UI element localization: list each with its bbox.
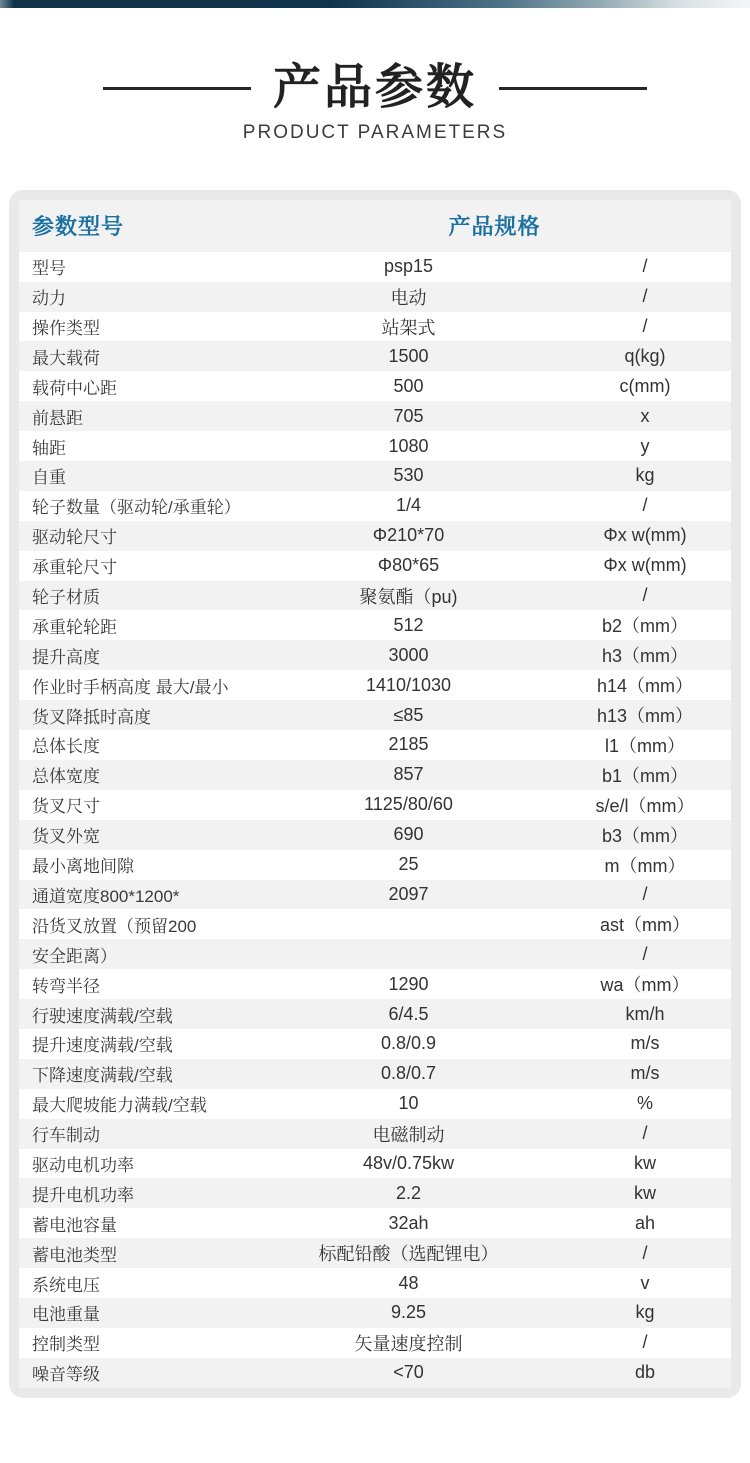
parameter-value: 3000 xyxy=(388,644,429,665)
parameter-unit: q(kg) xyxy=(624,345,666,366)
table-row xyxy=(19,939,731,969)
parameter-value: Φ80*65 xyxy=(377,555,440,576)
parameter-name: 承重轮尺寸 xyxy=(32,558,117,578)
parameter-unit: h3（mm） xyxy=(601,646,688,667)
parameter-name: 蓄电池容量 xyxy=(32,1215,117,1235)
parameter-name: 转弯半径 xyxy=(32,976,100,996)
parameter-value: 857 xyxy=(393,764,424,785)
table-row xyxy=(19,640,731,670)
parameter-value: 1125/80/60 xyxy=(364,794,453,815)
top-gradient-bar xyxy=(0,0,750,8)
parameter-unit: / xyxy=(642,1332,648,1353)
parameter-value: 690 xyxy=(393,824,424,845)
parameter-name: 下降速度满载/空载 xyxy=(32,1066,173,1086)
parameter-unit: kw xyxy=(634,1182,656,1203)
parameter-value: 电磁制动 xyxy=(372,1124,445,1145)
table-row xyxy=(19,282,731,312)
parameter-name: 控制类型 xyxy=(32,1335,100,1355)
parameter-unit: kg xyxy=(635,465,655,486)
parameter-value: 500 xyxy=(393,375,424,396)
parameter-unit: / xyxy=(642,1123,648,1144)
parameter-unit: y xyxy=(640,435,650,456)
table-row xyxy=(19,312,731,342)
parameter-unit: Φx w(mm) xyxy=(603,555,687,576)
parameter-unit: ast（mm） xyxy=(600,915,690,936)
table-row xyxy=(19,1119,731,1149)
parameter-unit: km/h xyxy=(625,1003,665,1024)
table-row xyxy=(19,1089,731,1119)
parameter-name: 提升速度满载/空载 xyxy=(32,1036,173,1056)
table-row xyxy=(19,909,731,939)
table-row xyxy=(19,1298,731,1328)
parameter-value: 1500 xyxy=(388,345,429,366)
parameter-name: 通道宽度800*1200* xyxy=(32,886,180,906)
parameter-name: 货叉尺寸 xyxy=(32,797,100,817)
parameter-unit: wa（mm） xyxy=(600,975,690,996)
table-row xyxy=(19,790,731,820)
table-row xyxy=(19,1358,731,1388)
table-header-row xyxy=(19,200,731,252)
parameter-name: 总体长度 xyxy=(32,737,100,757)
parameter-value: 2185 xyxy=(388,734,429,755)
parameter-name: 驱动轮尺寸 xyxy=(32,528,117,548)
parameter-name: 承重轮轮距 xyxy=(32,617,117,637)
table-row xyxy=(19,760,731,790)
parameter-unit: l1（mm） xyxy=(605,735,685,756)
parameter-unit: m（mm） xyxy=(604,855,686,876)
parameter-name: 轮子材质 xyxy=(32,588,100,608)
table-body xyxy=(19,252,731,1388)
parameter-unit: kg xyxy=(635,1302,655,1323)
parameter-value: 0.8/0.9 xyxy=(380,1033,437,1054)
table-row xyxy=(19,820,731,850)
parameter-value: 705 xyxy=(393,405,424,426)
parameter-unit: db xyxy=(634,1362,656,1383)
parameter-value: 530 xyxy=(393,465,424,486)
table-row xyxy=(19,1208,731,1238)
page-subtitle: PRODUCT PARAMETERS xyxy=(242,121,508,143)
parameter-name: 动力 xyxy=(32,289,66,309)
parameter-value: 1410/1030 xyxy=(365,674,452,695)
parameter-name: 驱动电机功率 xyxy=(32,1155,134,1175)
parameter-name: 最大载荷 xyxy=(32,348,100,368)
parameter-value: 1/4 xyxy=(395,495,422,516)
parameter-value: 6/4.5 xyxy=(388,1003,429,1024)
parameter-value: 2.2 xyxy=(395,1182,422,1203)
table-header-parameter-model: 参数型号 xyxy=(32,214,125,240)
parameter-name: 最大爬坡能力满载/空载 xyxy=(32,1096,207,1116)
parameter-value: 512 xyxy=(393,614,424,635)
table-row xyxy=(19,252,731,282)
parameter-value: 1080 xyxy=(388,435,429,456)
table-row xyxy=(19,551,731,581)
parameter-unit: h13（mm） xyxy=(596,706,694,727)
table-row xyxy=(19,999,731,1029)
parameter-name: 自重 xyxy=(32,468,66,488)
parameter-name: 前悬距 xyxy=(32,408,83,428)
parameter-name: 蓄电池类型 xyxy=(32,1245,117,1265)
table-row xyxy=(19,880,731,910)
parameter-name: 货叉降抵时高度 xyxy=(32,707,151,727)
parameter-unit: / xyxy=(642,585,648,606)
parameter-name: 最小离地间隙 xyxy=(32,857,134,877)
parameter-value: 48v/0.75kw xyxy=(362,1152,455,1173)
parameter-name: 提升电机功率 xyxy=(32,1185,134,1205)
table-row xyxy=(19,341,731,371)
parameter-unit: h14（mm） xyxy=(596,676,694,697)
parameter-value: 站架式 xyxy=(381,317,436,338)
parameter-value: 32ah xyxy=(388,1212,429,1233)
table-row xyxy=(19,431,731,461)
parameter-unit: b2（mm） xyxy=(601,616,688,637)
table-row xyxy=(19,1149,731,1179)
parameter-value: ≤85 xyxy=(393,704,424,725)
parameter-unit: ah xyxy=(634,1212,656,1233)
table-row xyxy=(19,1178,731,1208)
parameter-name: 载荷中心距 xyxy=(32,378,117,398)
parameter-name: 安全距离） xyxy=(32,946,117,966)
title-left-line xyxy=(103,87,251,90)
parameter-unit: / xyxy=(642,316,648,337)
parameter-name: 沿货叉放置（预留200 xyxy=(32,916,197,936)
parameter-value: psp15 xyxy=(383,256,434,277)
parameter-unit: b3（mm） xyxy=(601,825,688,846)
parameter-name: 货叉外宽 xyxy=(32,827,100,847)
table-row xyxy=(19,1268,731,1298)
table-row xyxy=(19,1029,731,1059)
table-row xyxy=(19,610,731,640)
parameter-unit: x xyxy=(640,405,650,426)
parameter-unit: s/e/l（mm） xyxy=(595,795,695,816)
parameter-value: <70 xyxy=(393,1362,424,1383)
parameter-name: 轮子数量（驱动轮/承重轮） xyxy=(32,498,241,518)
table-row xyxy=(19,371,731,401)
parameter-value: 25 xyxy=(398,854,419,875)
parameter-name: 总体宽度 xyxy=(32,767,100,787)
parameter-unit: b1（mm） xyxy=(601,765,688,786)
table-row xyxy=(19,1238,731,1268)
page-title: 产品参数 xyxy=(272,61,477,114)
parameters-card xyxy=(9,190,741,1398)
parameter-name: 提升高度 xyxy=(32,647,100,667)
parameter-name: 噪音等级 xyxy=(32,1365,100,1385)
parameter-unit: / xyxy=(642,1242,648,1263)
parameter-name: 操作类型 xyxy=(32,319,100,339)
title-block xyxy=(0,62,750,144)
table-header-product-spec: 产品规格 xyxy=(448,214,541,240)
table-row xyxy=(19,850,731,880)
parameter-value: 9.25 xyxy=(390,1302,427,1323)
table-row xyxy=(19,581,731,611)
table-row xyxy=(19,401,731,431)
parameter-unit: m/s xyxy=(630,1033,660,1054)
table-row xyxy=(19,969,731,999)
parameter-name: 系统电压 xyxy=(32,1275,100,1295)
parameter-value: Φ210*70 xyxy=(372,525,445,546)
table-row xyxy=(19,700,731,730)
parameter-value: 标配铅酸（选配锂电） xyxy=(318,1244,499,1265)
parameter-value: 48 xyxy=(398,1272,419,1293)
table-row xyxy=(19,461,731,491)
parameter-unit: v xyxy=(640,1272,650,1293)
parameter-value: 聚氨酯（pu) xyxy=(359,586,458,607)
parameter-name: 行车制动 xyxy=(32,1126,100,1146)
parameter-name: 行驶速度满载/空载 xyxy=(32,1006,173,1026)
parameter-name: 型号 xyxy=(32,259,66,279)
parameter-unit: / xyxy=(642,256,648,277)
title-right-line xyxy=(499,87,647,90)
parameter-name: 轴距 xyxy=(32,438,66,458)
parameter-value: 矢量速度控制 xyxy=(354,1333,463,1354)
parameter-value: 2097 xyxy=(388,883,429,904)
table-row xyxy=(19,730,731,760)
parameter-unit: / xyxy=(642,286,648,307)
parameter-unit: Φx w(mm) xyxy=(603,525,687,546)
parameter-name: 作业时手柄高度 最大/最小 xyxy=(32,677,229,697)
parameter-unit: / xyxy=(642,943,648,964)
table-row xyxy=(19,521,731,551)
parameter-unit: / xyxy=(642,883,648,904)
parameter-value: 电动 xyxy=(390,287,427,308)
table-row xyxy=(19,670,731,700)
parameter-unit: % xyxy=(636,1093,653,1114)
parameter-unit: kw xyxy=(634,1152,656,1173)
parameter-unit: m/s xyxy=(630,1063,660,1084)
table-row xyxy=(19,1328,731,1358)
table-row xyxy=(19,1059,731,1089)
parameter-unit: / xyxy=(642,495,648,516)
parameter-value: 10 xyxy=(398,1093,419,1114)
parameter-unit: c(mm) xyxy=(619,375,671,396)
parameter-value: 0.8/0.7 xyxy=(380,1063,437,1084)
parameter-value: 1290 xyxy=(388,973,429,994)
table-row xyxy=(19,491,731,521)
parameter-name: 电池重量 xyxy=(32,1305,100,1325)
